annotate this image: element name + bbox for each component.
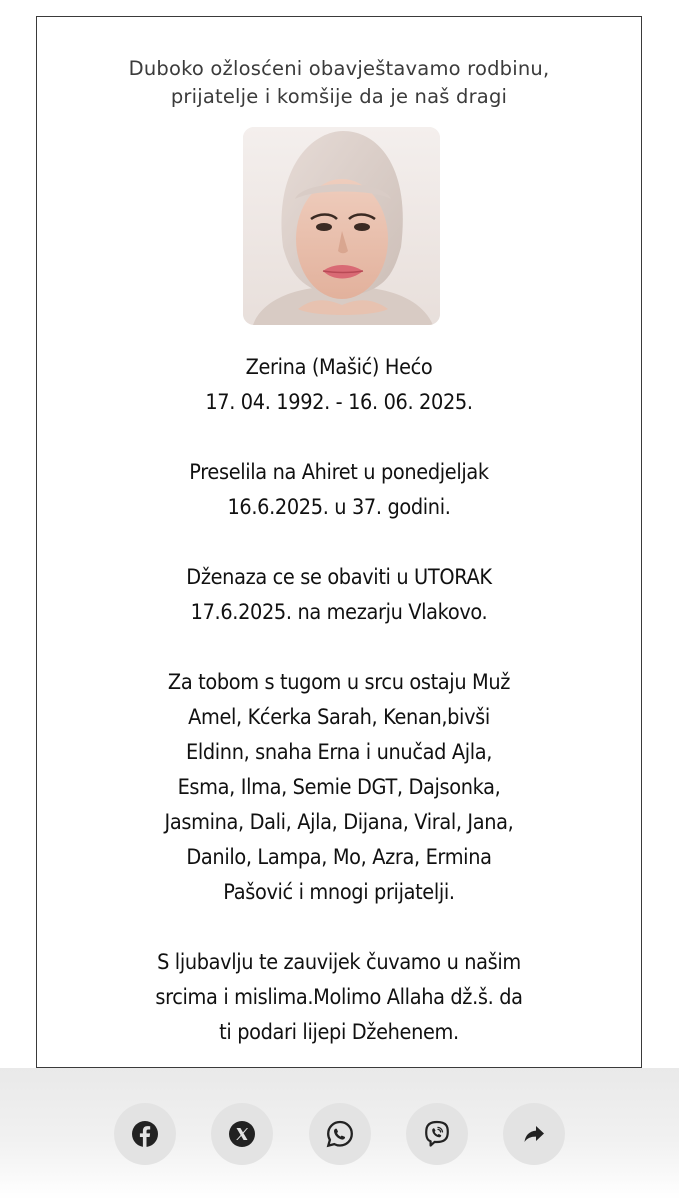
share-arrow-icon xyxy=(521,1121,547,1147)
viber-share-button[interactable] xyxy=(406,1103,468,1165)
intro-line: prijatelje i komšije da je naš dragi xyxy=(170,85,508,108)
funeral-block xyxy=(67,560,611,630)
life-dates: 17. 04. 1992. - 16. 06. 2025. xyxy=(205,390,473,415)
closing-line: ti podari lijepi Džehenem. xyxy=(219,1020,459,1045)
mourners-line: Esma, Ilma, Semie DGT, Dajsonka, xyxy=(177,775,501,800)
mourners-line: Amel, Kćerka Sarah, Kenan,bivši xyxy=(188,705,490,730)
viber-icon xyxy=(422,1119,452,1149)
passing-line: Preselila na Ahiret u ponedjeljak xyxy=(189,460,489,485)
funeral-line: 17.6.2025. na mezarju Vlakovo. xyxy=(190,600,488,625)
mourners-line: Pašović i mnogi prijatelji. xyxy=(223,880,455,905)
x-icon xyxy=(228,1120,256,1148)
closing-block xyxy=(67,945,611,1050)
closing-line: S ljubavlju te zauvijek čuvamo u našim xyxy=(157,950,521,975)
mourners-line: Za tobom s tugom u srcu ostaju Muž xyxy=(167,670,511,695)
deceased-name: Zerina (Mašić) Hećo xyxy=(245,355,433,380)
passing-block xyxy=(67,455,611,525)
x-share-button[interactable] xyxy=(211,1103,273,1165)
mourners-line: Danilo, Lampa, Mo, Azra, Ermina xyxy=(186,845,492,870)
closing-line: srcima i mislima.Molimo Allaha dž.š. da xyxy=(155,985,523,1010)
intro-line: Duboko ožlosćeni obavještavamo rodbinu, xyxy=(128,57,550,80)
mourners-block xyxy=(67,665,611,910)
deceased-block xyxy=(67,350,611,420)
funeral-line: Dženaza ce se obaviti u UTORAK xyxy=(186,565,492,590)
intro-text xyxy=(37,55,641,111)
passing-line: 16.6.2025. u 37. godini. xyxy=(227,495,451,520)
mourners-line: Eldinn, snaha Erna i unučad Ajla, xyxy=(185,740,493,765)
portrait-photo xyxy=(243,127,440,325)
obituary-card xyxy=(36,16,642,1068)
more-share-button[interactable] xyxy=(503,1103,565,1165)
share-bar xyxy=(0,1103,679,1165)
obituary-body xyxy=(67,350,611,1050)
facebook-icon xyxy=(131,1120,159,1148)
mourners-line: Jasmina, Dali, Ajla, Dijana, Viral, Jana, xyxy=(164,810,514,835)
whatsapp-share-button[interactable] xyxy=(309,1103,371,1165)
whatsapp-icon xyxy=(325,1119,355,1149)
facebook-share-button[interactable] xyxy=(114,1103,176,1165)
